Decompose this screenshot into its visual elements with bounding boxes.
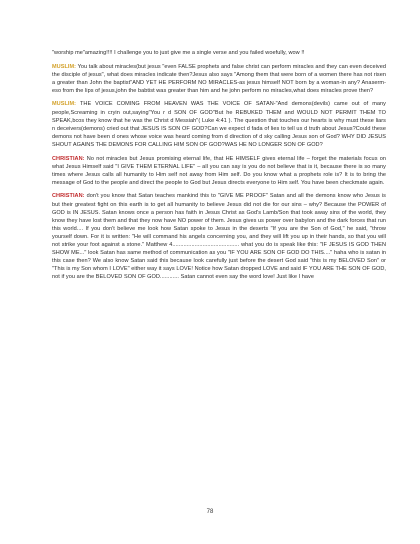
speaker-label-christian: CHRISTIAN: — [52, 155, 85, 162]
paragraph-1 — [52, 63, 386, 95]
paragraph-0 — [52, 49, 386, 57]
paragraph-2 — [52, 100, 386, 149]
speaker-label-christian: CHRISTIAN: — [52, 193, 85, 200]
body-text — [52, 49, 386, 287]
page-number: 78 — [206, 509, 214, 515]
speaker-label-muslim: MUSLIM: — [52, 101, 77, 108]
paragraph-0-text: "worship me"amazing!!!! I challenge you to just give me a single verse and you failed woefully, wow !! — [52, 50, 305, 56]
paragraph-3 — [52, 155, 386, 187]
paragraph-1-text: You talk about miracles(but jesus "even FALSE prophets and false christ can perform miracles and they can even deceived the disciple of jesus", what does miracles indicate then?Jesus also says "Among them that were born of a women there has not risen a greater than John the baptist"AND YET HE PERFORM NO MIRACLES-as jesus himself NOT born by a woman-in any? Anaserm-eso from the lips of jesus,john the babtist was greater than him and he john perform no miracles,what does miracles prove then? — [52, 63, 386, 94]
paragraph-4-text: don't you know that Satan teaches mankind this to "GIVE ME PROOF" Satan and all the demons know who Jesus is but their greatest fight on this earth is to get all humanity to believe Jesus did not die for our sins – why? Because the POWER of GOD is IN JESUS. Satan knows once a person has faith in Jesus Christ as God's Lamb/Son that took away sins of the world, they know they have lost them and that they now have NO power of them. Jesus gives us power over babylon and the dark forces that run this world.... If you don't believe me look how Satan spoke to Jesus in the deserts "If you are the Son of God," he said, "throw yourself down. For it is written: "He will command his angels concerning you, and they will lift you up in their hands, so that you will not strike your foot against a stone." Matthew 4.......................................... what you do is speak like this: "IF JESUS IS GOD THEN SHOW ME..." look Satan has same method of communication as you "IF YOU ARE SON OF GOD DO THIS...." haha who is satan in this case then? We also know Satan said this because look carefully just before the desert God said "this is my BELOVED Son" or "This is my Son whom I LOVE" either way it says LOVE! Notice how Satan dropped LOVE and said IF YOU ARE THE SON OF GOD, not if you are the BELOVED SON OF GOD............ Satan cannot even say the word love! Just like I have — [52, 193, 386, 281]
paragraph-2-text: THE VOICE COMING FROM HEAVEN WAS THE VOICE OF SATAN-"And demons(devils) came out of many people,Screaming in cryin out,saying"You r d SON OF GOD"But he REBUKED THEM and WOULD NOT PERMIT THEM TO SPEAK,bcos they know that he was the Christ d Messiah"( Luke 4:41 ). The question that touches our hearts is why must these liars n deceivers(demons) cried out that JESUS IS SON OF GOD?Can we expect d fada of lies to tell us d truth about Jesus?Could these demons not have been d ones whose voice was heard coming from d direction of d sky calling Jesus son of God? WHY DID JESUS SHOUT AGAINS THE DEMONS FOR CALLING HIM SON OF GOD?WAS HE NO LONGER SON OF GOD? — [52, 101, 386, 148]
paragraph-4 — [52, 192, 386, 281]
paragraph-3-text: No not miracles but Jesus promising eternal life, that HE HIMSELF gives eternal life – forget the materials focus on what Jesus Himself said "I GIVE THEM ETERNAL LIFE" – all you can say is you do not believe that is it, because there is so many times where Jesus calls all humanity to Him self not away from Him self. Do you know what a prophets role is? It is to bring the message of God to the people and direct the people to God but Jesus directs everyone to Him self. You have been checkmate again. — [52, 155, 387, 186]
speaker-label-muslim: MUSLIM: — [52, 63, 77, 70]
